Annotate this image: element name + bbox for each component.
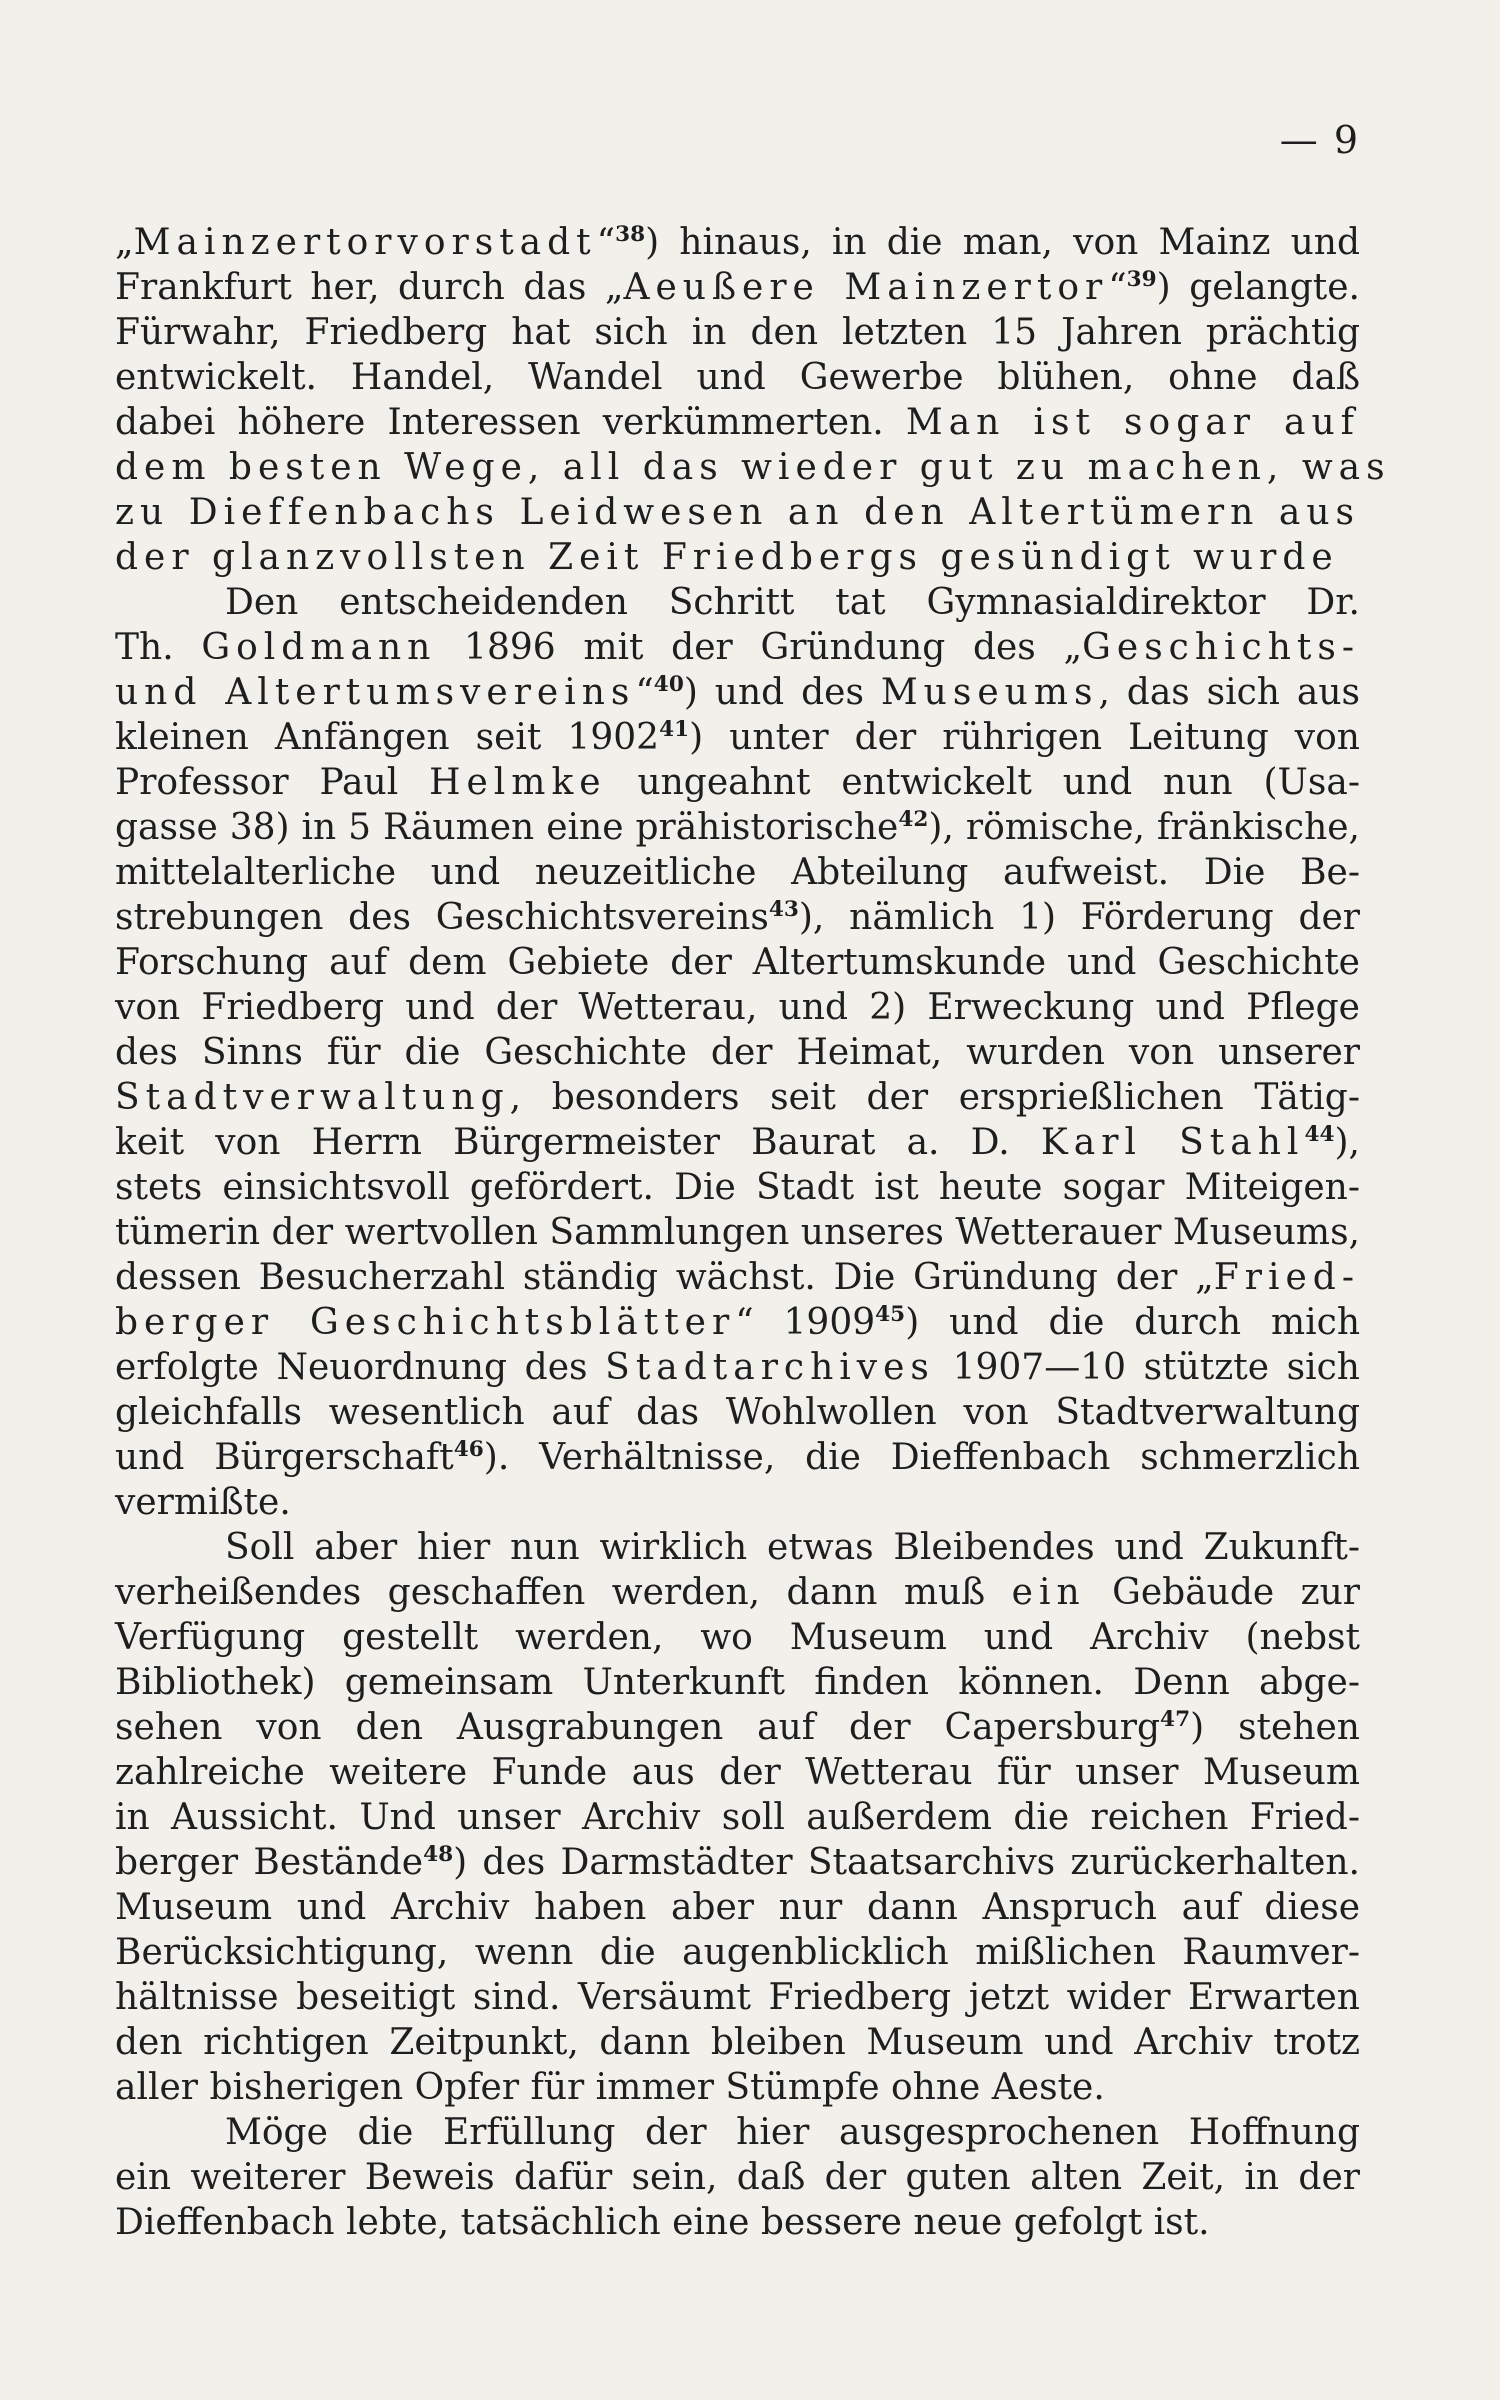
- text-segment: vermißte.: [115, 1482, 291, 1523]
- text-segment: “: [596, 222, 616, 263]
- text-line: [115, 400, 1360, 445]
- spaced-emphasis: ein: [1011, 1572, 1086, 1613]
- text-line: [115, 625, 1360, 670]
- text-line: [115, 445, 1391, 490]
- footnote-reference: 39: [1126, 267, 1157, 292]
- text-segment: ) und die durch mich: [905, 1302, 1361, 1343]
- page-number: — 9: [1279, 118, 1360, 162]
- text-line: [115, 940, 1360, 985]
- text-line: [115, 265, 1360, 310]
- text-line: [115, 1480, 1360, 1525]
- spaced-emphasis: Museums: [880, 672, 1099, 713]
- text-line: [115, 580, 1360, 625]
- text-line: [115, 355, 1360, 400]
- text-line: [115, 1570, 1360, 1615]
- text-segment: sehen von den Ausgrabungen auf der Capersburg: [115, 1707, 1161, 1748]
- text-line: [115, 220, 1360, 265]
- text-segment: ), nämlich 1) Förderung der: [798, 897, 1361, 938]
- footnote-reference: 45: [875, 1302, 906, 1327]
- text-segment: Soll aber hier nun wirklich etwas Bleibendes und Zukunft-: [225, 1527, 1360, 1568]
- text-segment: 1907—10 stützte sich: [934, 1347, 1360, 1388]
- spaced-emphasis: Stadtverwaltung: [115, 1077, 510, 1118]
- text-line: [115, 1705, 1360, 1750]
- text-segment: Dieffenbach lebte, tatsächlich eine bessere neue gefolgt ist.: [115, 2202, 1210, 2243]
- text-line: [115, 1300, 1360, 1345]
- text-line: [115, 2110, 1360, 2155]
- text-segment: von Friedberg und der Wetterau, und 2) Erweckung und Pflege: [115, 987, 1360, 1028]
- text-segment: Bibliothek) gemeinsam Unterkunft finden können. Denn abge-: [115, 1662, 1360, 1703]
- body-text: [115, 220, 1391, 2245]
- text-line: [115, 1435, 1360, 1480]
- text-segment: verheißendes geschaffen werden, dann muß: [115, 1572, 1012, 1613]
- footnote-reference: 42: [898, 807, 929, 832]
- text-segment: 1896 mit der Gründung des „: [436, 627, 1083, 668]
- text-segment: gleichfalls wesentlich auf das Wohlwollen von Stadtverwaltung: [115, 1392, 1360, 1433]
- footnote-reference: 43: [768, 897, 799, 922]
- text-segment: „: [115, 222, 134, 263]
- text-segment: dabei höhere Interessen verkümmerten.: [115, 402, 906, 443]
- spaced-emphasis: Karl Stahl: [1040, 1122, 1305, 1163]
- text-segment: Professor Paul: [115, 762, 430, 803]
- text-segment: Verfügung gestellt werden, wo Museum und Archiv (nebst: [115, 1617, 1360, 1658]
- footnote-reference: 46: [453, 1437, 484, 1462]
- footnote-reference: 44: [1304, 1122, 1335, 1147]
- text-line: [115, 895, 1360, 940]
- text-segment: “: [1108, 267, 1127, 308]
- text-line: [115, 1750, 1360, 1795]
- text-segment: Berücksichtigung, wenn die augenblicklich mißlichen Raumver-: [115, 1932, 1360, 1973]
- text-segment: Th.: [115, 627, 202, 668]
- text-line: [115, 1525, 1360, 1570]
- text-segment: ). Verhältnisse, die Dieffenbach schmerzlich: [483, 1437, 1361, 1478]
- text-line: [115, 1255, 1360, 1300]
- text-line: [115, 1660, 1360, 1705]
- text-line: [115, 2155, 1360, 2200]
- footnote-reference: 41: [659, 717, 690, 742]
- footnote-reference: 40: [653, 672, 684, 697]
- text-segment: berger Bestände: [115, 1842, 424, 1883]
- text-segment: hältnisse beseitigt sind. Versäumt Friedberg jetzt wider Erwarten: [115, 1977, 1360, 2018]
- text-segment: erfolgte Neuordnung des: [115, 1347, 606, 1388]
- spaced-emphasis: und Altertumsvereins: [115, 672, 636, 713]
- text-segment: entwickelt. Handel, Wandel und Gewerbe blühen, ohne daß: [115, 357, 1360, 398]
- text-line: [115, 1210, 1360, 1255]
- text-segment: mittelalterliche und neuzeitliche Abteilung aufweist. Die Be-: [115, 852, 1360, 893]
- spaced-emphasis: Aeußere Mainzertor: [623, 267, 1109, 308]
- text-line: [115, 1930, 1360, 1975]
- text-segment: tümerin der wertvollen Sammlungen unseres Wetterauer Museums,: [115, 1212, 1360, 1253]
- spaced-emphasis: Geschichts-: [1082, 627, 1360, 668]
- text-line: [115, 1165, 1360, 1210]
- text-segment: kleinen Anfängen seit 1902: [115, 717, 660, 758]
- text-line: [115, 1615, 1360, 1660]
- text-segment: Museum und Archiv haben aber nur dann Anspruch auf diese: [115, 1887, 1360, 1928]
- text-line: [115, 1075, 1360, 1120]
- text-line: [115, 490, 1360, 535]
- text-segment: ) des Darmstädter Staatsarchivs zurückerhalten.: [453, 1842, 1360, 1883]
- spaced-emphasis: Man ist sogar auf: [905, 402, 1360, 443]
- spaced-emphasis: Helmke: [429, 762, 607, 803]
- spaced-emphasis: Fried-: [1213, 1257, 1360, 1298]
- text-segment: “: [635, 672, 654, 713]
- text-line: [115, 805, 1360, 850]
- text-line: [115, 1390, 1360, 1435]
- text-segment: aller bisherigen Opfer für immer Stümpfe ohne Aeste.: [115, 2067, 1105, 2108]
- text-segment: den richtigen Zeitpunkt, dann bleiben Museum und Archiv trotz: [115, 2022, 1360, 2063]
- text-segment: ), römische, fränkische,: [928, 807, 1361, 848]
- text-segment: ) und des: [683, 672, 881, 713]
- text-segment: “ 1909: [735, 1302, 876, 1343]
- text-line: [115, 715, 1360, 760]
- text-segment: ) unter der rührigen Leitung von: [689, 717, 1360, 758]
- text-segment: , besonders seit der ersprießlichen Tätig-: [509, 1077, 1360, 1118]
- spaced-emphasis: dem besten Wege, all das wieder gut zu machen, was: [115, 447, 1391, 488]
- text-line: [115, 760, 1360, 805]
- text-segment: Forschung auf dem Gebiete der Altertumskunde und Geschichte: [115, 942, 1360, 983]
- footnote-reference: 47: [1160, 1707, 1191, 1732]
- text-line: [115, 1120, 1360, 1165]
- text-segment: zahlreiche weitere Funde aus der Wetterau für unser Museum: [115, 1752, 1360, 1793]
- text-segment: des Sinns für die Geschichte der Heimat, wurden von unserer: [115, 1032, 1360, 1073]
- footnote-reference: 48: [423, 1842, 454, 1867]
- text-line: [115, 310, 1360, 355]
- spaced-emphasis: Mainzertorvorstadt: [133, 222, 597, 263]
- text-line: [115, 985, 1360, 1030]
- text-segment: stets einsichtsvoll gefördert. Die Stadt ist heute sogar Miteigen-: [115, 1167, 1360, 1208]
- text-segment: ) gelangte.: [1156, 267, 1360, 308]
- footnote-reference: 38: [615, 222, 646, 247]
- text-segment: Fürwahr, Friedberg hat sich in den letzten 15 Jahren prächtig: [115, 312, 1360, 353]
- text-line: [115, 670, 1360, 715]
- spaced-emphasis: Goldmann: [201, 627, 437, 668]
- text-line: [115, 1345, 1360, 1390]
- text-segment: ) hinaus, in die man, von Mainz und: [645, 222, 1360, 263]
- text-line: [115, 850, 1360, 895]
- text-line: [115, 1975, 1360, 2020]
- spaced-emphasis: zu Dieffenbachs Leidwesen an den Altertümern aus: [115, 492, 1360, 533]
- spaced-emphasis: berger Geschichtsblätter: [115, 1302, 736, 1343]
- text-segment: ein weiterer Beweis dafür sein, daß der guten alten Zeit, in der: [115, 2157, 1360, 2198]
- text-segment: und Bürgerschaft: [115, 1437, 454, 1478]
- spaced-emphasis: der glanzvollsten Zeit Friedbergs gesündigt wurde: [115, 537, 1339, 578]
- text-segment: Gebäude zur: [1085, 1572, 1360, 1613]
- text-segment: Frankfurt her, durch das „: [115, 267, 624, 308]
- text-line: [115, 2020, 1360, 2065]
- text-segment: Den entscheidenden Schritt tat Gymnasialdirektor Dr.: [225, 582, 1360, 623]
- text-segment: gasse 38) in 5 Räumen eine prähistorische: [115, 807, 899, 848]
- text-line: [115, 535, 1360, 580]
- text-line: [115, 2200, 1360, 2245]
- text-segment: strebungen des Geschichtsvereins: [115, 897, 769, 938]
- text-segment: ungeahnt entwickelt und nun (Usa-: [606, 762, 1360, 803]
- text-segment: in Aussicht. Und unser Archiv soll außerdem die reichen Fried-: [115, 1797, 1360, 1838]
- text-segment: , das sich aus: [1098, 672, 1360, 713]
- text-line: [115, 1885, 1360, 1930]
- text-line: [115, 1795, 1360, 1840]
- text-line: [115, 1840, 1360, 1885]
- text-line: [115, 2065, 1360, 2110]
- text-segment: ),: [1334, 1122, 1360, 1163]
- text-segment: keit von Herrn Bürgermeister Baurat a. D.: [115, 1122, 1041, 1163]
- spaced-emphasis: Stadtarchives: [605, 1347, 935, 1388]
- text-segment: ) stehen: [1190, 1707, 1360, 1748]
- text-line: [115, 1030, 1360, 1075]
- text-segment: dessen Besucherzahl ständig wächst. Die Gründung der „: [115, 1257, 1214, 1298]
- text-segment: Möge die Erfüllung der hier ausgesprochenen Hoffnung: [225, 2112, 1360, 2153]
